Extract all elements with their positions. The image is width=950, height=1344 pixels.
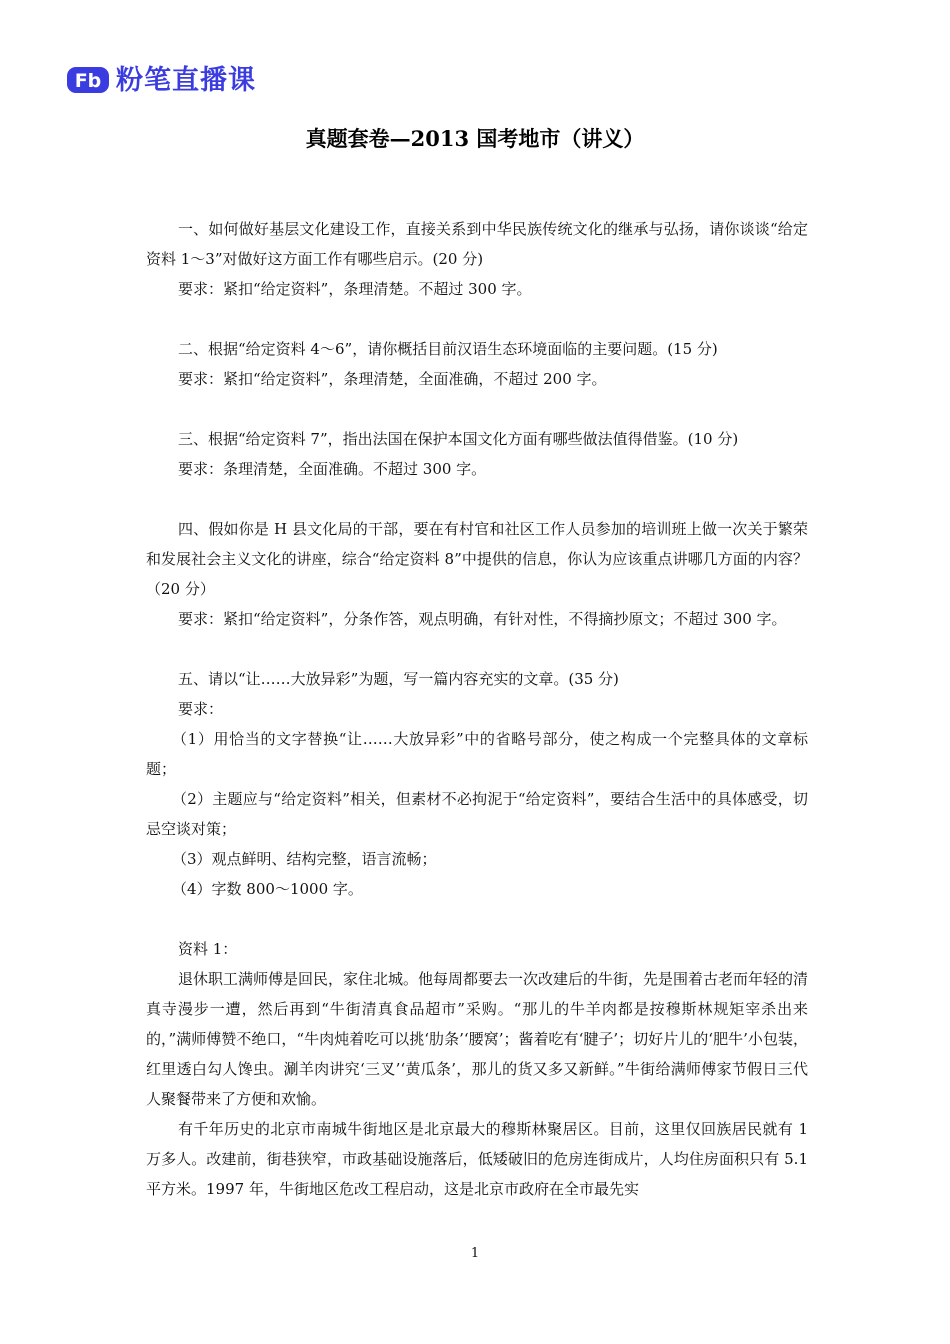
question-5-item-1: （1）用恰当的文字替换“让……大放异彩”中的省略号部分，使之构成一个完整具体的文章标题；	[146, 730, 808, 778]
material-1-paragraph-2: 有千年历史的北京市南城牛街地区是北京最大的穆斯林聚居区。目前，这里仅回族居民就有 1 万多人。改建前，街巷狭窄，市政基础设施落后，低矮破旧的危房连街成片，人均住房面积只有 5.1 平方米。1997 年，牛街地区危改工程启动，这是北京市政府在全市最先实	[146, 1120, 808, 1198]
question-5-item-4: （4）字数 800～1000 字。	[172, 880, 363, 898]
material-1-paragraph-1: 退休职工满师傅是回民，家住北城。他每周都要去一次改建后的牛街，先是围着古老而年轻的清真寺漫步一遭，然后再到“牛街清真食品超市”采购。“那儿的牛羊肉都是按穆斯林规矩宰杀出来的，”满师傅赞不绝口，“牛肉炖着吃可以挑‘肋条’‘腰窝’；酱着吃有‘腱子’；切好片儿的‘肥牛’小包装，红里透白勾人馋虫。涮羊肉讲究‘三叉’‘黄瓜条’，那儿的货又多又新鲜。”牛街给满师傅家节假日三代人聚餐带来了方便和欢愉。	[146, 970, 809, 1108]
svg-text:Fb: Fb	[74, 70, 102, 92]
question-4: 四、假如你是 H 县文化局的干部，要在有村官和社区工作人员参加的培训班上做一次关于繁荣和发展社会主义文化的讲座，综合“给定资料 8”中提供的信息，你认为应该重点讲哪几方面的内容？（20 分）	[146, 520, 808, 598]
question-5-item-3: （3）观点鲜明、结构完整，语言流畅；	[172, 850, 437, 868]
page-title: 真题套卷—2013 国考地市（讲义）	[305, 126, 645, 151]
question-5-item-2: （2）主题应与“给定资料”相关，但素材不必拘泥于“给定资料”，要结合生活中的具体感受，切忌空谈对策；	[146, 790, 808, 838]
question-3-requirement: 要求：条理清楚，全面准确。不超过 300 字。	[178, 460, 487, 478]
fb-logo-icon	[66, 64, 110, 96]
page-number: 1	[470, 1246, 480, 1261]
brand-logo	[66, 60, 256, 100]
document-body	[146, 214, 808, 1204]
question-2-requirement: 要求：紧扣“给定资料”，条理清楚，全面准确，不超过 200 字。	[178, 370, 607, 388]
question-5: 五、请以“让……大放异彩”为题，写一篇内容充实的文章。(35 分)	[178, 670, 619, 688]
question-1-requirement: 要求：紧扣“给定资料”，条理清楚。不超过 300 字。	[178, 280, 532, 298]
material-1-label: 资料 1：	[178, 940, 238, 958]
question-5-requirement-label: 要求：	[178, 700, 224, 718]
brand-name: 粉笔直播课	[116, 64, 256, 96]
question-4-requirement: 要求：紧扣“给定资料”，分条作答，观点明确，有针对性，不得摘抄原文；不超过 300 字。	[178, 610, 787, 628]
question-2: 二、根据“给定资料 4～6”，请你概括目前汉语生态环境面临的主要问题。(15 分)	[178, 340, 718, 358]
question-1: 一、如何做好基层文化建设工作，直接关系到中华民族传统文化的继承与弘扬，请你谈谈“给定资料 1～3”对做好这方面工作有哪些启示。(20 分)	[146, 220, 808, 268]
question-3: 三、根据“给定资料 7”，指出法国在保护本国文化方面有哪些做法值得借鉴。(10 分)	[178, 430, 739, 448]
